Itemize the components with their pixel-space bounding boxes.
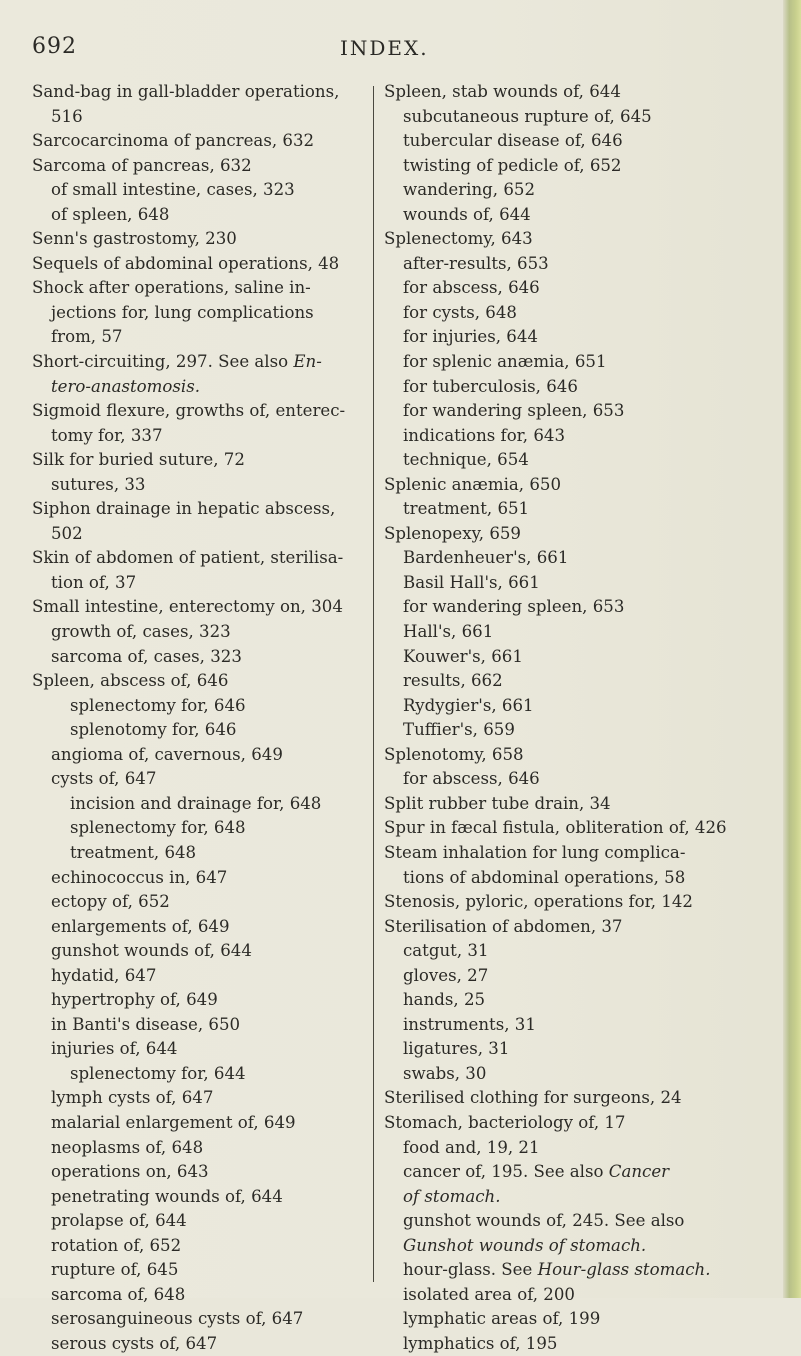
index-entry-text: neoplasms of, 648 [51,1137,204,1157]
index-entry [32,1086,372,1111]
index-entry-text: Spur in fæcal fistula, obliteration of, 426 [384,818,727,838]
index-entry-text: splenotomy for, 646 [70,720,237,740]
index-entry [384,1013,774,1038]
index-entry [32,1160,372,1185]
index-entry [384,276,774,301]
index-entry-text: penetrating wounds of, 644 [51,1186,283,1206]
index-entry-text: Sterilisation of abdomen, 37 [384,916,623,936]
index-entry-text: rupture of, 645 [51,1260,179,1280]
index-entry [32,276,372,301]
index-entry-text: tions of abdominal operations, 58 [403,867,686,887]
index-entry-text: sutures, 33 [51,474,146,494]
index-entry [384,424,774,449]
index-entry [32,522,372,547]
index-entry [384,178,774,203]
index-entry [32,620,372,645]
index-entry [384,473,774,498]
index-entry [32,890,372,915]
index-entry-text: tomy for, 337 [51,425,163,445]
index-entry-cross-reference: tero-anastomosis. [51,376,201,396]
index-entry-text: angioma of, cavernous, 649 [51,744,283,764]
index-entry-text: for wandering spleen, 653 [403,401,625,421]
index-entry-text: Basil Hall's, 661 [403,572,540,592]
index-entry [384,620,774,645]
index-entry-text: hypertrophy of, 649 [51,990,218,1010]
index-entry [32,301,372,326]
index-entry [384,80,774,105]
index-entry [384,252,774,277]
index-entry [384,988,774,1013]
index-entry [32,1332,372,1356]
index-entry-text: serosanguineous cysts of, 647 [51,1309,304,1329]
index-entry [384,645,774,670]
index-entry [32,866,372,891]
index-entry [32,988,372,1013]
index-entry [32,497,372,522]
index-entry-text: Bardenheuer's, 661 [403,548,569,568]
index-entry-text: food and, 19, 21 [403,1137,540,1157]
index-entry [32,595,372,620]
index-entry [384,546,774,571]
index-entry-text: Steam inhalation for lung complica- [384,842,686,862]
index-entry-text: Skin of abdomen of patient, sterilisa- [32,548,344,568]
index-entry-text: Stenosis, pyloric, operations for, 142 [384,892,693,912]
index-entry-text: Hall's, 661 [403,622,494,642]
index-entry-text: serous cysts of, 647 [51,1333,218,1353]
index-entry-text: Sequels of abdominal operations, 48 [32,253,340,273]
index-entry [384,743,774,768]
index-entry-text: tion of, 37 [51,572,137,592]
index-entry [384,1258,774,1283]
index-entry-text: hydatid, 647 [51,965,157,985]
index-entry [32,718,372,743]
index-entry [384,767,774,792]
page-edge [783,0,801,1298]
index-entry [384,129,774,154]
index-entry-text: Splenectomy, 643 [384,229,533,249]
index-entry [384,792,774,817]
index-entry-text: echinococcus in, 647 [51,867,228,887]
index-entry-cross-reference: Cancer [608,1162,670,1182]
index-entry [32,694,372,719]
index-entry-text: of spleen, 648 [51,204,170,224]
index-entry [32,1013,372,1038]
index-entry [32,1307,372,1332]
index-entry-text: gunshot wounds of, 245. See also [403,1211,685,1231]
index-entry-text: ligatures, 31 [403,1039,510,1059]
index-entry-text: prolapse of, 644 [51,1211,187,1231]
index-entry-text: gloves, 27 [403,965,489,985]
index-entry-text: Sigmoid flexure, growths of, enterec- [32,401,346,421]
index-entry [384,1160,774,1185]
index-entry-text: for abscess, 646 [403,278,540,298]
index-entry-text: cysts of, 647 [51,769,157,789]
index-entry [384,203,774,228]
index-entry-text: splenectomy for, 644 [70,1063,246,1083]
index-entry-text: lymphatic areas of, 199 [403,1309,601,1329]
index-entry [32,105,372,130]
index-entry [32,178,372,203]
index-entry-text: of small intestine, cases, 323 [51,180,295,200]
page-number: 692 [32,34,77,59]
index-entry [32,473,372,498]
index-entry [384,669,774,694]
index-entry-text: tubercular disease of, 646 [403,131,623,151]
index-entry-text: instruments, 31 [403,1014,536,1034]
index-entry-text: Splenic anæmia, 650 [384,474,562,494]
index-entry-text: hands, 25 [403,990,486,1010]
index-entry-text: Kouwer's, 661 [403,646,523,666]
index-entry [384,694,774,719]
index-entry [32,767,372,792]
index-column-right [384,80,774,1356]
index-entry [384,1111,774,1136]
index-entry-text: swabs, 30 [403,1063,487,1083]
index-entry-text: Spleen, abscess of, 646 [32,671,229,691]
index-entry [384,939,774,964]
index-entry [384,522,774,547]
index-entry [32,1062,372,1087]
index-entry-text: growth of, cases, 323 [51,622,231,642]
index-entry [384,105,774,130]
index-entry [32,448,372,473]
index-entry-text: Sarcoma of pancreas, 632 [32,155,252,175]
index-entry [384,325,774,350]
index-entry [32,571,372,596]
index-entry [384,1086,774,1111]
index-entry [32,792,372,817]
index-entry-text: for splenic anæmia, 651 [403,352,607,372]
index-entry [32,129,372,154]
index-entry-text: Split rubber tube drain, 34 [384,793,611,813]
index-entry [384,1185,774,1210]
index-entry [32,350,372,375]
index-entry-text: incision and drainage for, 648 [70,793,322,813]
index-entry [32,80,372,105]
index-entry-text: for tuberculosis, 646 [403,376,578,396]
index-entry-text: enlargements of, 649 [51,916,230,936]
index-entry-text: wandering, 652 [403,180,535,200]
index-entry [32,669,372,694]
index-entry [32,816,372,841]
index-entry [384,890,774,915]
index-entry [384,399,774,424]
index-entry-text: technique, 654 [403,450,529,470]
index-entry [384,571,774,596]
index-entry-text: Small intestine, enterectomy on, 304 [32,597,343,617]
index-entry-text: Sarcocarcinoma of pancreas, 632 [32,131,315,151]
index-entry [32,915,372,940]
index-entry-text: subcutaneous rupture of, 645 [403,106,652,126]
index-entry [384,497,774,522]
index-entry [32,939,372,964]
index-entry [384,866,774,891]
index-entry-text: treatment, 648 [70,842,197,862]
index-entry [384,1307,774,1332]
index-entry [32,1111,372,1136]
index-entry [384,350,774,375]
index-entry-text: catgut, 31 [403,941,489,961]
index-entry [32,325,372,350]
index-entry-text: lymphatics of, 195 [403,1333,558,1353]
index-entry [32,424,372,449]
index-entry [32,227,372,252]
index-entry [32,1209,372,1234]
index-entry [32,252,372,277]
index-entry-text: Short-circuiting, 297. See also [32,352,294,372]
index-entry-text: 502 [51,523,83,543]
index-entry-text: malarial enlargement of, 649 [51,1112,296,1132]
index-entry [32,1283,372,1308]
index-entry [384,841,774,866]
index-entry [32,1037,372,1062]
index-entry [32,964,372,989]
index-entry [384,1234,774,1259]
index-entry [32,1185,372,1210]
index-entry [384,375,774,400]
index-entry-text: twisting of pedicle of, 652 [403,155,622,175]
index-entry-text: injuries of, 644 [51,1039,178,1059]
index-entry [384,1037,774,1062]
running-title: INDEX. [340,36,429,60]
index-entry [32,546,372,571]
column-divider [373,86,374,1282]
index-entry-text: Splenotomy, 658 [384,744,524,764]
index-entry [32,375,372,400]
index-entry-text: for injuries, 644 [403,327,538,347]
index-entry [384,595,774,620]
index-entry [384,1062,774,1087]
index-entry-text: splenectomy for, 648 [70,818,246,838]
index-entry-text: treatment, 651 [403,499,530,519]
index-entry-text: rotation of, 652 [51,1235,182,1255]
index-entry [384,1283,774,1308]
index-entry [32,399,372,424]
index-entry [384,1136,774,1161]
index-entry-text: after-results, 653 [403,253,549,273]
index-entry-text: for wandering spleen, 653 [403,597,625,617]
index-entry-cross-reference: of stomach. [403,1186,501,1206]
index-entry-text: Sterilised clothing for surgeons, 24 [384,1088,682,1108]
index-entry-text: wounds of, 644 [403,204,531,224]
index-entry [384,301,774,326]
index-entry [384,718,774,743]
index-entry [384,1332,774,1356]
index-entry-text: Splenopexy, 659 [384,523,521,543]
index-entry-text: sarcoma of, cases, 323 [51,646,242,666]
index-entry-text: 516 [51,106,83,126]
index-entry-cross-reference: Hour-glass stomach. [537,1260,711,1280]
index-entry-text: hour-glass. See [403,1260,538,1280]
index-entry [384,816,774,841]
index-entry-text: operations on, 643 [51,1162,209,1182]
index-entry [384,915,774,940]
index-entry [32,1258,372,1283]
index-entry [32,203,372,228]
index-entry-text: ectopy of, 652 [51,892,170,912]
index-entry-text: Stomach, bacteriology of, 17 [384,1112,626,1132]
index-entry-text: Silk for buried suture, 72 [32,450,245,470]
index-entry-text: sarcoma of, 648 [51,1284,186,1304]
index-entry-text: Shock after operations, saline in- [32,278,311,298]
index-entry [384,448,774,473]
index-column-left [32,80,372,1356]
index-entry-text: Rydygier's, 661 [403,695,534,715]
index-entry-text: Spleen, stab wounds of, 644 [384,82,621,101]
index-entry [32,154,372,179]
index-entry [384,154,774,179]
index-entry [384,227,774,252]
index-entry-text: for cysts, 648 [403,302,517,322]
index-entry-cross-reference: En- [293,352,322,372]
index-entry [32,1234,372,1259]
index-entry-text: Senn's gastrostomy, 230 [32,229,237,249]
index-entry-text: for abscess, 646 [403,769,540,789]
index-entry-text: results, 662 [403,671,503,691]
index-entry [32,645,372,670]
index-entry [32,743,372,768]
index-entry-text: gunshot wounds of, 644 [51,941,252,961]
index-entry-text: Siphon drainage in hepatic abscess, [32,499,336,519]
index-entry-text: Tuffier's, 659 [403,720,515,740]
index-entry-text: indications for, 643 [403,425,566,445]
index-entry-text: Sand-bag in gall-bladder operations, [32,82,340,101]
index-entry-text: lymph cysts of, 647 [51,1088,214,1108]
index-entry-text: isolated area of, 200 [403,1284,575,1304]
page-header [0,34,801,64]
index-entry-text: jections for, lung complications [51,302,314,322]
index-entry [384,1209,774,1234]
index-entry-text: cancer of, 195. See also [403,1162,609,1182]
index-entry-text: in Banti's disease, 650 [51,1014,241,1034]
index-entry [32,841,372,866]
index-entry-text: from, 57 [51,327,123,347]
index-entry [384,964,774,989]
index-entry-text: splenectomy for, 646 [70,695,246,715]
index-entry-cross-reference: Gunshot wounds of stomach. [403,1235,647,1255]
index-entry [32,1136,372,1161]
